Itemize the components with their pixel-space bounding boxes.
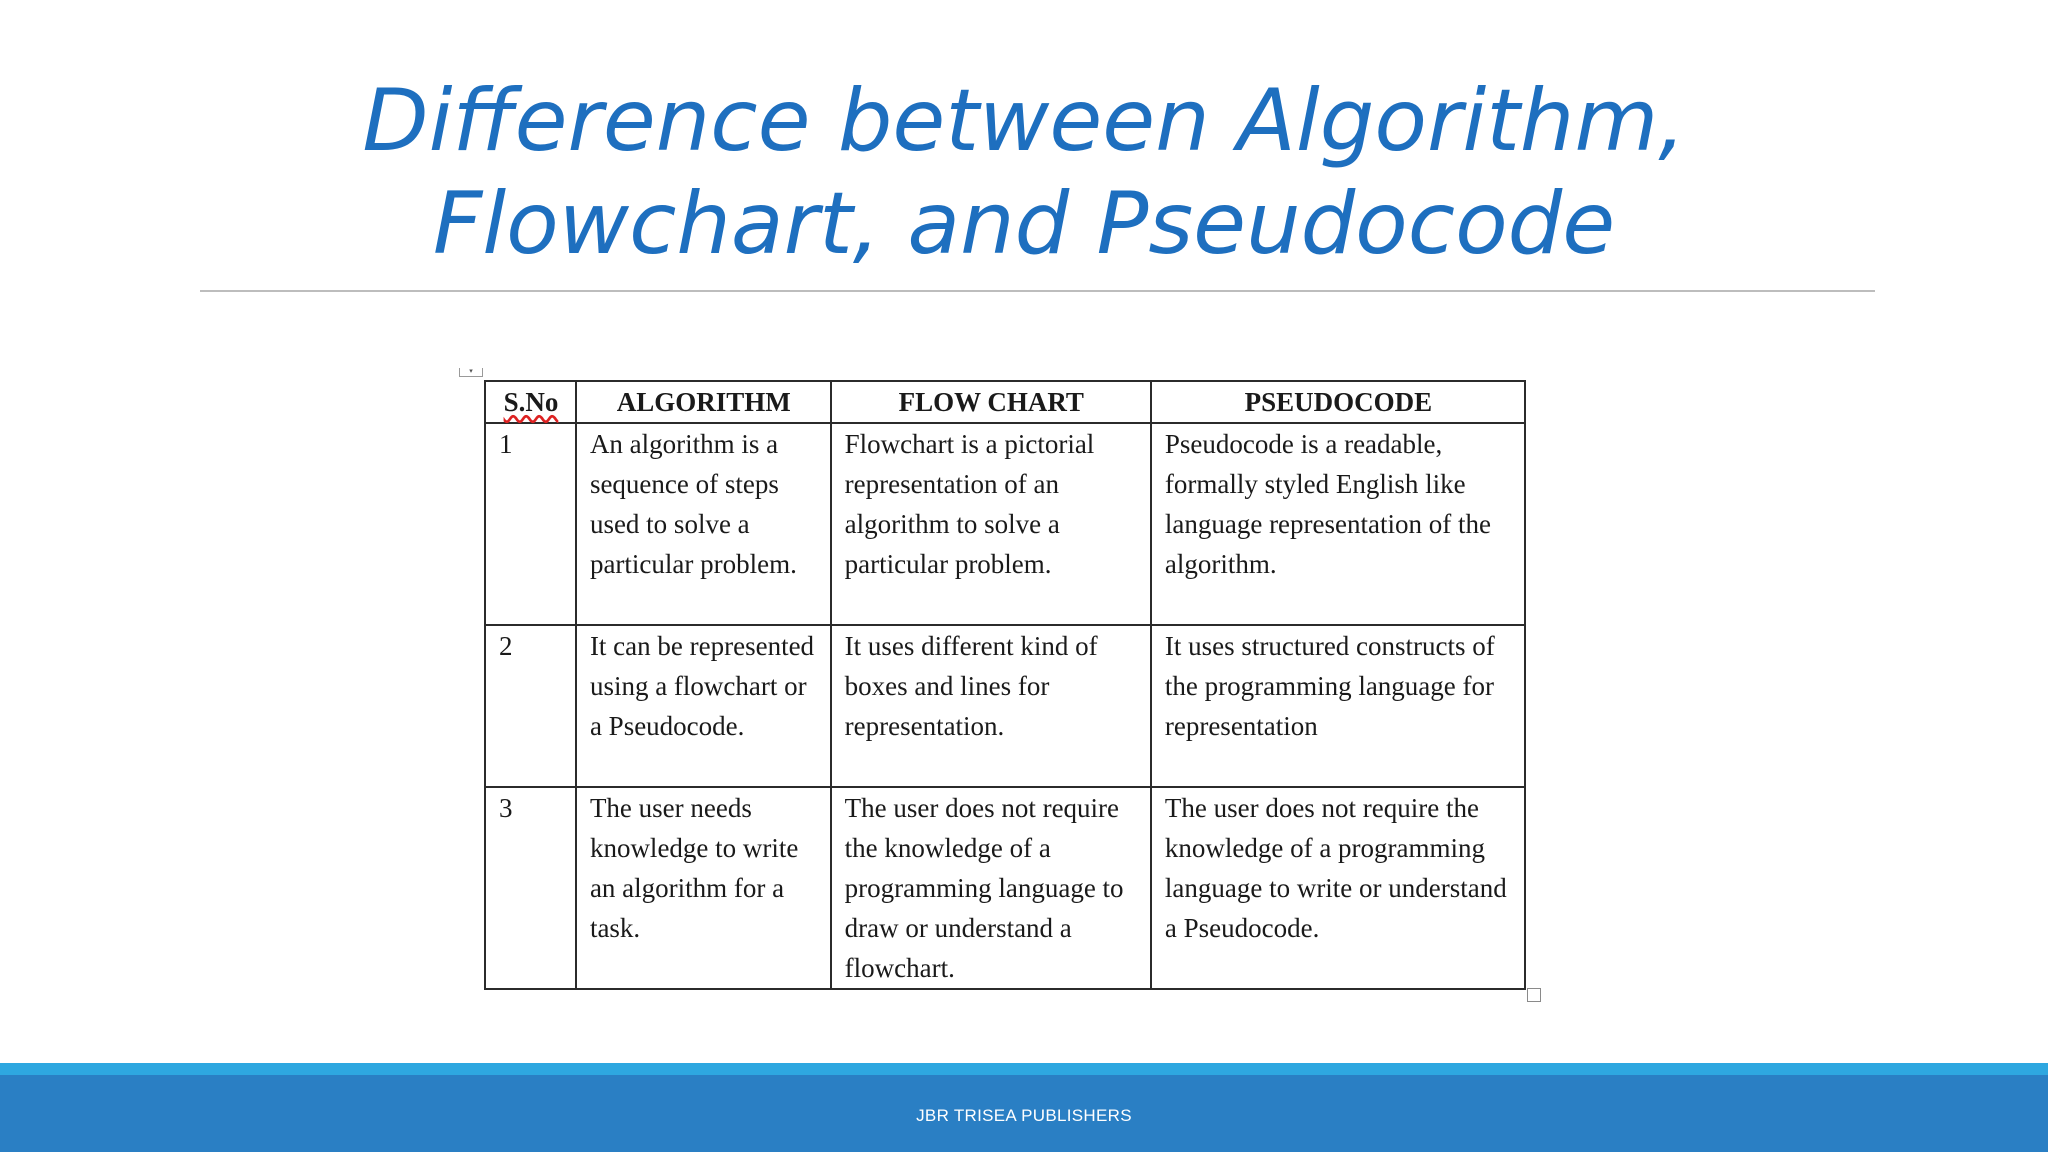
comparison-table [484, 380, 1526, 990]
header-sno: S.No [485, 381, 576, 423]
cell-flowchart: The user does not require the knowledge of a programming language to draw or understand a flowchart. [831, 787, 1151, 989]
table-header-row [485, 381, 1525, 423]
cell-pseudocode: Pseudocode is a readable, formally styled English like language representation of the algorithm. [1151, 423, 1525, 625]
cell-algorithm: The user needs knowledge to write an algorithm for a task. [576, 787, 831, 989]
cell-sno: 1 [485, 423, 576, 625]
table-move-handle-icon[interactable]: ▾ [459, 368, 483, 377]
title-line-2: Flowchart, and Pseudocode [432, 174, 1616, 274]
header-flow-chart: FLOW CHART [831, 381, 1151, 423]
title-line-1: Difference between Algorithm, [362, 71, 1686, 171]
cell-flowchart: It uses different kind of boxes and lines for representation. [831, 625, 1151, 787]
slide-title [0, 70, 2048, 276]
cell-flowchart: Flowchart is a pictorial representation of an algorithm to solve a particular problem. [831, 423, 1151, 625]
footer-publisher: JBR TRISEA PUBLISHERS [916, 1106, 1132, 1125]
table-row [485, 787, 1525, 989]
cell-sno: 3 [485, 787, 576, 989]
header-algorithm: ALGORITHM [576, 381, 831, 423]
cell-algorithm: An algorithm is a sequence of steps used to solve a particular problem. [576, 423, 831, 625]
cell-algorithm: It can be represented using a flowchart or a Pseudocode. [576, 625, 831, 787]
cell-sno: 2 [485, 625, 576, 787]
table-row [485, 625, 1525, 787]
footer-accent-stripe [0, 1063, 2048, 1075]
cell-pseudocode: The user does not require the knowledge of a programming language to write or understand a Pseudocode. [1151, 787, 1525, 989]
header-pseudocode: PSEUDOCODE [1151, 381, 1525, 423]
table-row [485, 423, 1525, 625]
title-divider [200, 290, 1875, 292]
cell-pseudocode: It uses structured constructs of the programming language for representation [1151, 625, 1525, 787]
table-resize-handle-icon[interactable] [1527, 988, 1541, 1002]
